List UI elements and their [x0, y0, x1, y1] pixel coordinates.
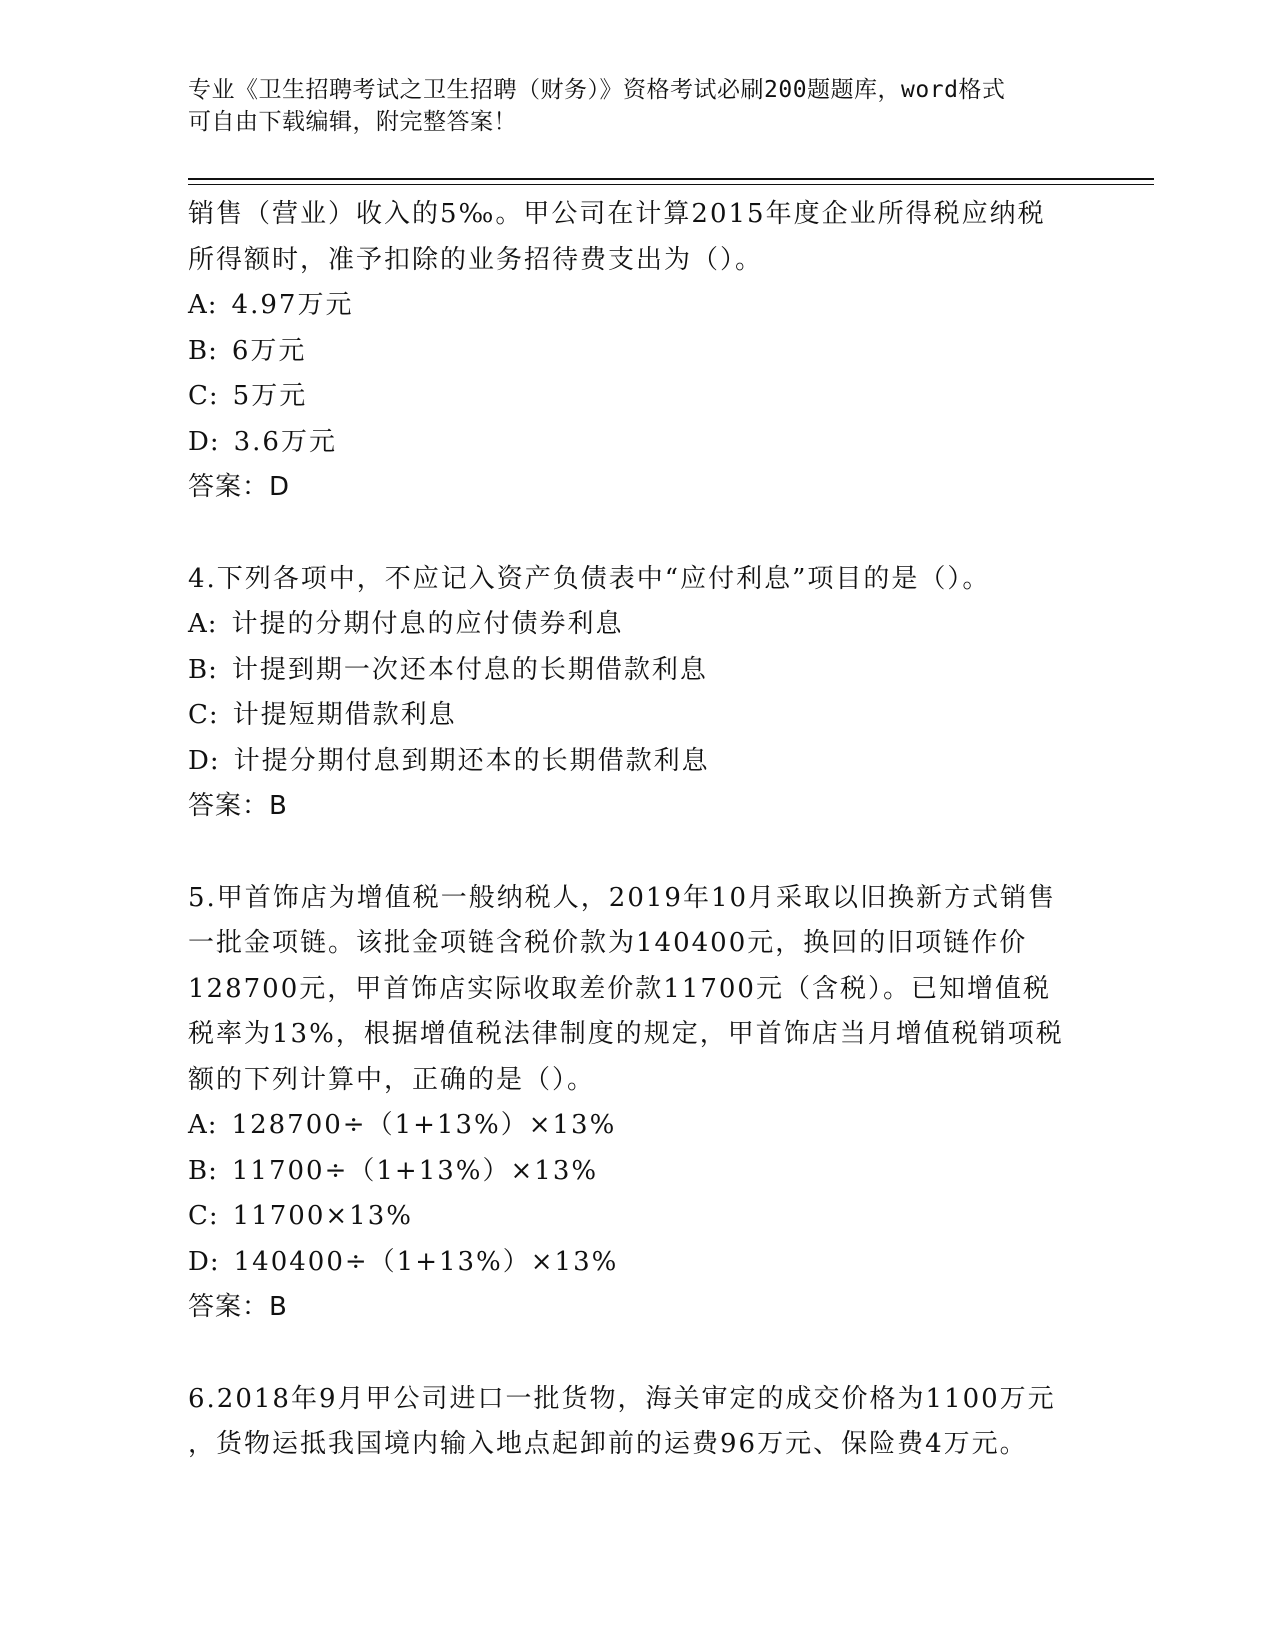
option-label: A:	[188, 609, 218, 639]
question-stem-line: 128700元，甲首饰店实际收取差价款11700元（含税）。已知增值税	[188, 973, 1051, 1004]
option-text: 计提短期借款利息	[232, 700, 457, 730]
answer-line: 答案：B	[188, 791, 288, 821]
option-a	[188, 602, 1088, 648]
option-text: 6万元	[231, 335, 307, 366]
header-divider-thick	[188, 178, 1154, 180]
option-text: 计提到期一次还本付息的长期借款利息	[231, 654, 708, 685]
option-c	[188, 1194, 1088, 1240]
answer-line: 答案：B	[188, 1292, 288, 1322]
question-6	[188, 1377, 1088, 1468]
question-stem-line: 5.甲首饰店为增值税一般纳税人，2019年10月采取以旧换新方式销售	[188, 882, 1057, 913]
question-stem-line: 一批金项链。该批金项链含税价款为140400元，换回的旧项链作价	[188, 928, 1028, 958]
question-spacer	[188, 511, 1088, 557]
option-label: B:	[188, 335, 218, 366]
question-stem-line: ，货物运抵我国境内输入地点起卸前的运费96万元、保险费4万元。	[188, 1429, 1028, 1459]
option-label: D:	[188, 1246, 220, 1277]
header-line-1: 专业《卫生招聘考试之卫生招聘（财务）》资格考试必刷200题题库，word格式	[188, 77, 1006, 103]
option-text: 11700×13%	[232, 1201, 413, 1231]
option-text: 5万元	[232, 381, 308, 411]
option-text: 计提分期付息到期还本的长期借款利息	[233, 745, 710, 776]
option-d	[188, 420, 1088, 466]
answer-line: 答案：D	[188, 472, 291, 502]
question-stem-line: 税率为13%，根据增值税法律制度的规定，甲首饰店当月增值税销项税	[188, 1019, 1064, 1049]
option-label: B:	[188, 654, 218, 685]
option-d	[188, 1240, 1088, 1286]
option-c	[188, 693, 1088, 739]
option-text: 计提的分期付息的应付债券利息	[231, 609, 624, 639]
option-b	[188, 648, 1088, 694]
option-text: 3.6万元	[233, 426, 337, 457]
option-text: 4.97万元	[231, 290, 354, 320]
option-a	[188, 283, 1088, 329]
question-4	[188, 557, 1088, 830]
option-text: 128700÷（1+13%）×13%	[231, 1110, 617, 1140]
question-stem-line: 4.下列各项中，不应记入资产负债表中“应付利息”项目的是（）。	[188, 563, 991, 594]
option-text: 140400÷（1+13%）×13%	[233, 1246, 619, 1277]
question-5	[188, 876, 1088, 1331]
question-stem-line: 销售（营业）收入的5‰。甲公司在计算2015年度企业所得税应纳税	[188, 199, 1046, 229]
header-line-2: 可自由下载编辑，附完整答案！	[188, 109, 517, 135]
option-b	[188, 1149, 1088, 1195]
question-stem-line: 6.2018年9月甲公司进口一批货物，海关审定的成交价格为1100万元	[188, 1383, 1056, 1414]
option-a	[188, 1103, 1088, 1149]
option-b	[188, 329, 1088, 375]
header-divider-thin	[188, 184, 1154, 185]
question-stem-line: 所得额时，准予扣除的业务招待费支出为（）。	[188, 244, 764, 275]
option-c	[188, 374, 1088, 420]
option-label: D:	[188, 426, 220, 457]
option-label: A:	[188, 290, 218, 320]
document-header	[188, 74, 1088, 138]
question-stem-line: 额的下列计算中，正确的是（）。	[188, 1064, 596, 1095]
document-body	[188, 192, 1088, 1468]
question-3	[188, 192, 1088, 511]
question-spacer	[188, 830, 1088, 876]
option-label: B:	[188, 1155, 218, 1186]
option-label: C:	[188, 700, 219, 730]
option-d	[188, 739, 1088, 785]
option-label: D:	[188, 745, 220, 776]
option-label: C:	[188, 1201, 219, 1231]
option-label: A:	[188, 1110, 218, 1140]
option-text: 11700÷（1+13%）×13%	[231, 1155, 599, 1186]
option-label: C:	[188, 381, 219, 411]
question-spacer	[188, 1331, 1088, 1377]
